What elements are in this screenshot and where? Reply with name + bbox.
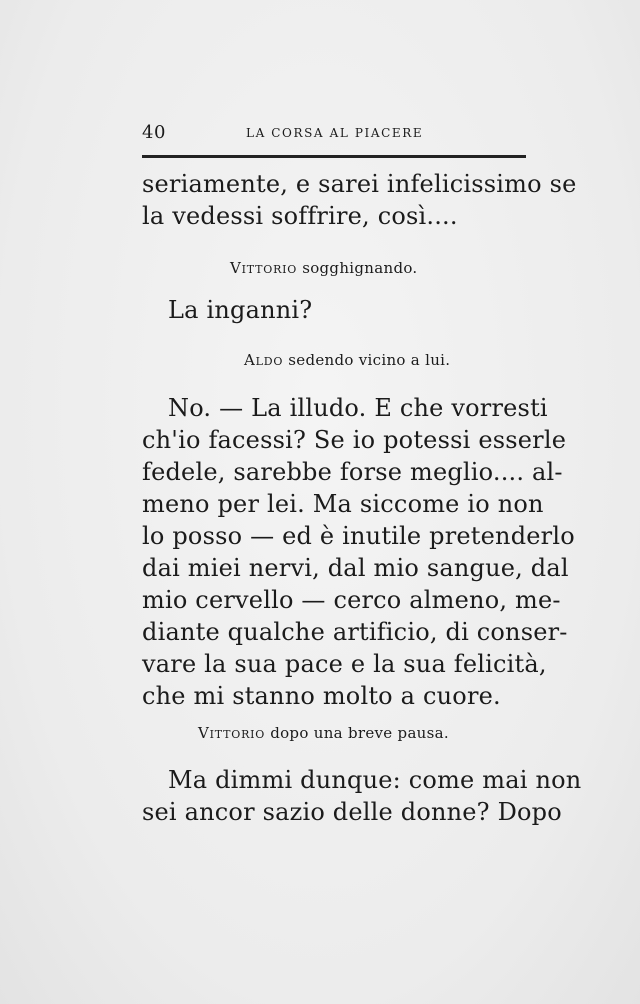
text-line: seriamente, e sarei infelicissimo se <box>142 170 577 198</box>
text-line: Ma dimmi dunque: come mai non <box>168 766 582 794</box>
text-line: diante qualche artificio, di conser- <box>142 618 568 646</box>
text-line: dai miei nervi, dal mio sangue, dal <box>142 554 569 582</box>
text-line: ch'io facessi? Se io potessi esserle <box>142 426 567 454</box>
running-head <box>142 122 526 146</box>
stage-direction <box>198 723 449 743</box>
text-line: No. — La illudo. E che vorresti <box>168 394 548 422</box>
speaker-name: Vittorio <box>198 724 266 742</box>
text-line: meno per lei. Ma siccome io non <box>142 490 544 518</box>
text-line: la vedessi soffrire, così.... <box>142 202 458 230</box>
stage-direction <box>244 350 450 370</box>
stage-action: sedendo vicino a lui. <box>288 351 451 369</box>
stage-action: dopo una breve pausa. <box>270 724 449 742</box>
stage-direction <box>230 258 418 278</box>
text-line: La inganni? <box>168 296 313 324</box>
running-title: LA CORSA AL PIACERE <box>246 126 424 140</box>
text-line: sei ancor sazio delle donne? Dopo <box>142 798 562 826</box>
text-line: che mi stanno molto a cuore. <box>142 682 501 710</box>
text-line: vare la sua pace e la sua felicità, <box>142 650 547 678</box>
text-line: lo posso — ed è inutile pretenderlo <box>142 522 575 550</box>
text-line: mio cervello — cerco almeno, me- <box>142 586 561 614</box>
header-rule <box>142 155 526 158</box>
speaker-name: Vittorio <box>230 259 298 277</box>
speaker-name: Aldo <box>244 351 284 369</box>
stage-action: sogghignando. <box>302 259 418 277</box>
text-line: fedele, sarebbe forse meglio.... al- <box>142 458 563 486</box>
page-number: 40 <box>142 122 166 143</box>
